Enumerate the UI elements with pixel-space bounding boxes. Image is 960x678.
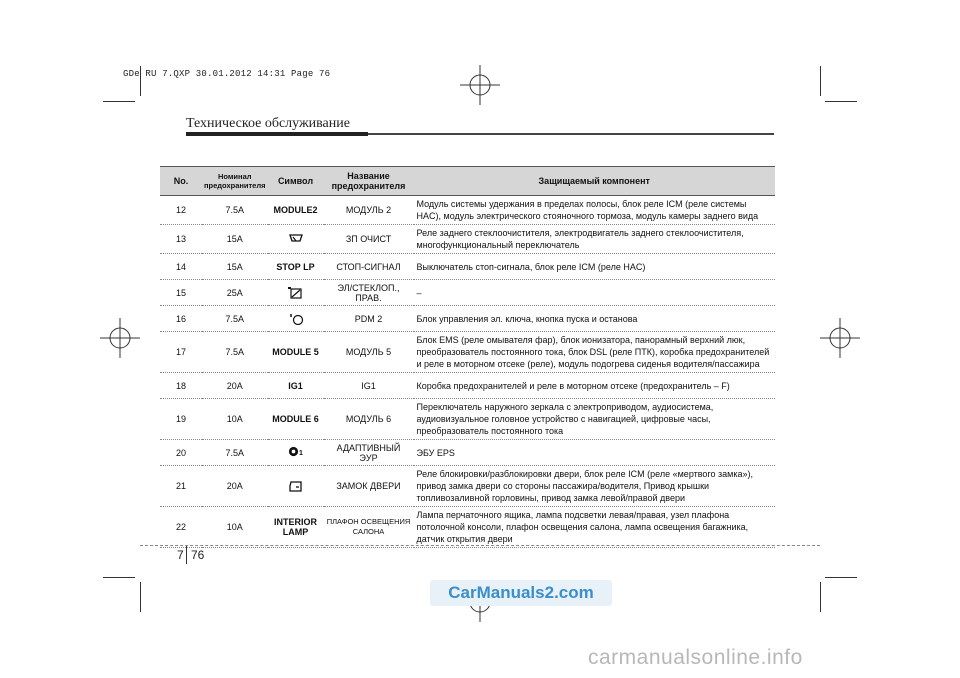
fuse-name: МОДУЛЬ 6: [324, 399, 414, 440]
rear-wiper-icon: [288, 233, 304, 245]
col-header-no: No.: [160, 167, 202, 196]
fuse-component: Реле заднего стеклоочистителя, электродвигатель заднего стеклоочистителя, многофункциональный переключатель: [414, 225, 776, 254]
fuse-symbol: MODULE 6: [268, 399, 324, 440]
table-row: [160, 373, 775, 399]
section-number: 7: [177, 548, 184, 562]
col-header-rating: Номинал предохранителя: [202, 167, 268, 196]
print-slug: GDe RU 7.QXP 30.01.2012 14:31 Page 76: [123, 69, 331, 79]
table-header-row: [160, 167, 775, 196]
fuse-symbol: IG1: [268, 373, 324, 399]
fuse-rating: 15A: [202, 225, 268, 254]
page-number: 76: [191, 548, 205, 562]
col-header-component: Защищаемый компонент: [414, 167, 776, 196]
fuse-no: 13: [160, 225, 202, 254]
fuse-no: 16: [160, 306, 202, 332]
crop-mark: [820, 582, 821, 612]
fuse-component: –: [414, 280, 776, 306]
fuse-name: ЗАМОК ДВЕРИ: [324, 466, 414, 507]
fuse-no: 21: [160, 466, 202, 507]
fuse-name: IG1: [324, 373, 414, 399]
fuse-name: ЗП ОЧИСТ: [324, 225, 414, 254]
section-title: Техническое обслуживание: [186, 116, 350, 131]
fuse-component: Коробка предохранителей и реле в моторном отсеке (предохранитель – F): [414, 373, 776, 399]
registration-mark-icon: [820, 318, 860, 358]
crop-mark: [825, 101, 857, 102]
page-separator: [186, 546, 187, 564]
fuse-rating: 15A: [202, 254, 268, 280]
fuse-component: ЭБУ EPS: [414, 440, 776, 466]
table-row: [160, 507, 775, 548]
fuse-symbol: INTERIOR LAMP: [268, 507, 324, 548]
fuse-component: Блок EMS (реле омывателя фар), блок ионизатора, панорамный верхний люк, преобразователь постоянного тока, блок DSL (реле ПТК), коробка предохранителей и реле в моторном отсеке (реле), модуль подогрева сиденья водителя/пассажира: [414, 332, 776, 373]
table-row: [160, 280, 775, 306]
table-row: [160, 440, 775, 466]
fuse-component: Блок управления эл. ключа, кнопка пуска и останова: [414, 306, 776, 332]
registration-mark-icon: [100, 318, 140, 358]
fuse-name: МОДУЛЬ 2: [324, 196, 414, 225]
fuse-symbol: [268, 466, 324, 507]
fuse-name: PDM 2: [324, 306, 414, 332]
table-row: [160, 466, 775, 507]
fuse-rating: 25A: [202, 280, 268, 306]
steering-index: 1: [299, 449, 303, 457]
fuse-name: ПЛАФОН ОСВЕЩЕНИЯ САЛОНА: [324, 507, 414, 548]
fuse-rating: 7.5A: [202, 196, 268, 225]
crop-mark: [103, 577, 135, 578]
fuse-rating: 20A: [202, 373, 268, 399]
fuse-component: Выключатель стоп-сигнала, блок реле ICM (реле HAC): [414, 254, 776, 280]
steering-icon: [288, 446, 299, 458]
title-rule-accent: [186, 132, 368, 136]
fuse-no: 20: [160, 440, 202, 466]
table-row: [160, 225, 775, 254]
key-ring-icon: [288, 313, 304, 325]
fuse-rating: 7.5A: [202, 440, 268, 466]
fuse-symbol: STOP LP: [268, 254, 324, 280]
fuse-rating: 10A: [202, 399, 268, 440]
fuse-component: Модуль системы удержания в пределах полосы, блок реле ICM (реле системы HAC), модуль электрического стояночного тормоза, модуль камеры заднего вида: [414, 196, 776, 225]
crop-mark: [820, 66, 821, 96]
fuse-component: Реле блокировки/разблокировки двери, блок реле ICM (реле «мертвого замка»), привод замка двери со стороны пассажира/водителя, Привод крышки топливозаливной горловины, привод замка левой/правой двери: [414, 466, 776, 507]
table-row: [160, 306, 775, 332]
fuse-no: 19: [160, 399, 202, 440]
fuse-symbol: MODULE 5: [268, 332, 324, 373]
col-header-symbol: Символ: [268, 167, 324, 196]
fuse-name: СТОП-СИГНАЛ: [324, 254, 414, 280]
door-lock-icon: [288, 480, 304, 492]
fuse-no: 12: [160, 196, 202, 225]
fuse-symbol: [268, 225, 324, 254]
table-row: [160, 254, 775, 280]
fuse-no: 18: [160, 373, 202, 399]
fuse-table: [160, 166, 775, 548]
watermark-carmanualsonline: carmanualsonline.info: [588, 646, 803, 669]
crop-mark: [825, 577, 857, 578]
fuse-rating: 20A: [202, 466, 268, 507]
power-window-icon: [288, 287, 304, 299]
col-header-name: Название предохранителя: [324, 167, 414, 196]
fuse-rating: 7.5A: [202, 332, 268, 373]
crop-mark: [140, 582, 141, 612]
fuse-component: Лампа перчаточного ящика, лампа подсветки левая/правая, узел плафона потолочной консоли, плафон освещения салона, лампа освещения багажника, датчик открытия двери: [414, 507, 776, 548]
fuse-symbol: [268, 280, 324, 306]
fuse-no: 15: [160, 280, 202, 306]
fuse-name: ЭЛ/СТЕКЛОП., ПРАВ.: [324, 280, 414, 306]
fuse-symbol: [268, 306, 324, 332]
footer-rule: [140, 545, 820, 546]
fuse-no: 14: [160, 254, 202, 280]
fuse-rating: 7.5A: [202, 306, 268, 332]
watermark-carmanuals2[interactable]: CarManuals2.com: [430, 580, 612, 606]
fuse-no: 17: [160, 332, 202, 373]
fuse-symbol: MODULE2: [268, 196, 324, 225]
registration-mark-icon: [460, 65, 500, 105]
fuse-name: АДАПТИВНЫЙ ЭУР: [324, 440, 414, 466]
crop-mark: [103, 101, 135, 102]
fuse-rating: 10A: [202, 507, 268, 548]
fuse-component: Переключатель наружного зеркала с электроприводом, аудиосистема, аудиовизуальное головное устройство с навигацией, цифровые часы, преобразователь постоянного тока: [414, 399, 776, 440]
table-row: [160, 399, 775, 440]
fuse-name: МОДУЛЬ 5: [324, 332, 414, 373]
table-row: [160, 196, 775, 225]
table-row: [160, 332, 775, 373]
fuse-no: 22: [160, 507, 202, 548]
fuse-symbol: [268, 440, 324, 466]
